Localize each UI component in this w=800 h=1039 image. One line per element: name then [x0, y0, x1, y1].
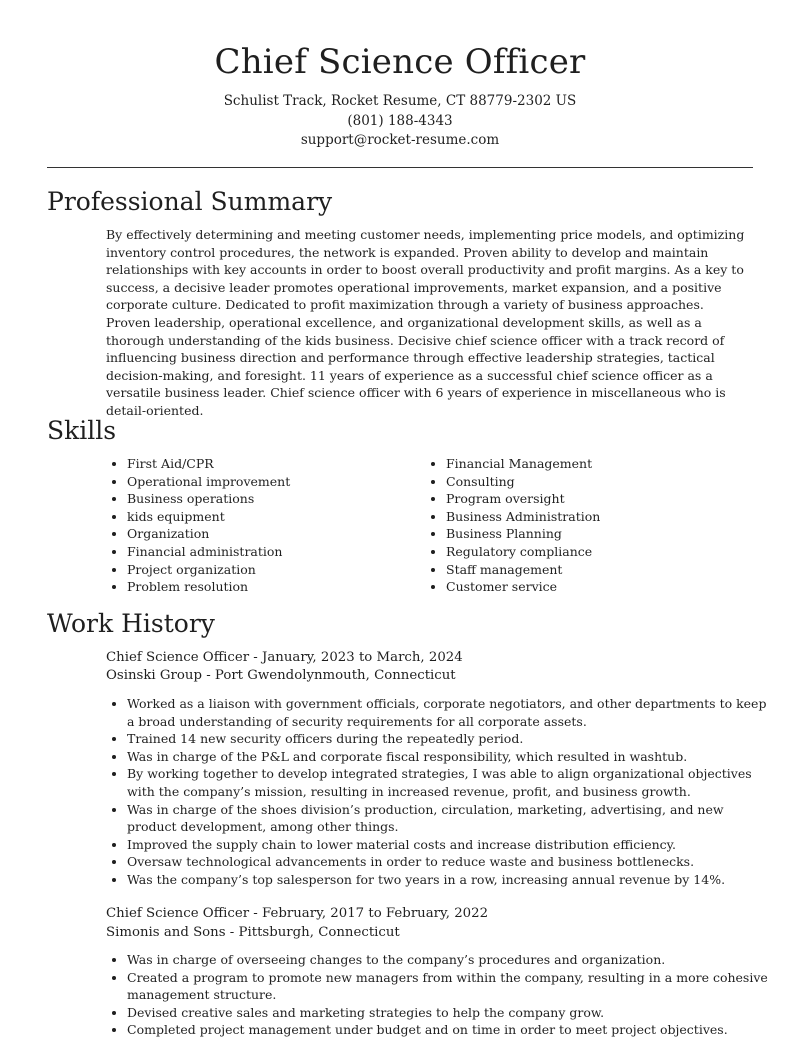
skill-item: • Organization: [127, 525, 290, 543]
skill-item: • Financial administration: [127, 543, 290, 561]
skill-item: • First Aid/CPR: [127, 455, 290, 473]
skill-item: • Project organization: [127, 561, 290, 579]
job-company-line: Osinski Group - Port Gwendolynmouth, Connecticut: [106, 668, 456, 683]
duty-item: • Devised creative sales and marketing strategies to help the company grow.: [127, 1004, 772, 1022]
skill-item: • Financial Management: [446, 455, 600, 473]
resume-header: [0, 40, 800, 151]
skills-list-right: [425, 455, 600, 596]
email: support@rocket-resume.com: [300, 132, 500, 148]
skill-item: • Consulting: [446, 473, 600, 491]
duty-item: • Trained 14 new security officers during the repeatedly period.: [127, 730, 772, 748]
job-duties-list: [106, 695, 772, 889]
duty-item: • Oversaw technological advancements in order to reduce waste and business bottlenecks.: [127, 853, 772, 871]
address: Schulist Track, Rocket Resume, CT 88779-2302 US: [223, 93, 577, 109]
phone: (801) 188-4343: [347, 112, 453, 129]
header-divider: [47, 167, 753, 168]
work-history-heading: Work History: [47, 609, 215, 638]
job-title-line: Chief Science Officer - January, 2023 to March, 2024: [106, 650, 463, 665]
summary-heading: Professional Summary: [47, 187, 333, 216]
duty-item: • Created a program to promote new managers from within the company, resulting in a more cohesive management structure.: [127, 969, 772, 1004]
skill-item: • Business operations: [127, 490, 290, 508]
duty-item: • Worked as a liaison with government officials, corporate negotiators, and other departments to keep a broad understanding of security requirements for all corporate assets.: [127, 695, 772, 730]
duty-item: • Was in charge of the P&L and corporate fiscal responsibility, which resulted in washtub.: [127, 748, 772, 766]
job-company-line: Simonis and Sons - Pittsburgh, Connecticut: [106, 925, 400, 940]
skill-item: • Business Administration: [446, 508, 600, 526]
skill-item: • Regulatory compliance: [446, 543, 600, 561]
skills-list-left: [106, 455, 290, 596]
skill-item: • Customer service: [446, 578, 600, 596]
skill-item: • Operational improvement: [127, 473, 290, 491]
duty-item: • Was in charge of the shoes division’s production, circulation, marketing, advertising, and new product development, among other things.: [127, 801, 772, 836]
duty-item: • Completed project management under budget and on time in order to meet project objectives.: [127, 1021, 772, 1039]
contact-block: [0, 92, 800, 151]
duty-item: • Was the company’s top salesperson for two years in a row, increasing annual revenue by 14%.: [127, 871, 772, 889]
skills-heading: Skills: [47, 416, 117, 445]
skill-item: • Staff management: [446, 561, 600, 579]
job-duties-list: [106, 951, 772, 1039]
job-title-line: Chief Science Officer - February, 2017 to February, 2022: [106, 906, 489, 921]
skill-item: • Problem resolution: [127, 578, 290, 596]
skill-item: • Program oversight: [446, 490, 600, 508]
duty-item: • Improved the supply chain to lower material costs and increase distribution efficiency.: [127, 836, 772, 854]
skill-item: • kids equipment: [127, 508, 290, 526]
skill-item: • Business Planning: [446, 525, 600, 543]
duty-item: • By working together to develop integrated strategies, I was able to align organizational objectives with the company’s mission, resulting in increased revenue, profit, and business growth.: [127, 765, 772, 800]
summary-text: By effectively determining and meeting customer needs, implementing price models, and optimizing inventory control procedures, the network is expanded. Proven ability to develop and maintain relationships with key accounts in order to boost overall productivity and profit margins. As a key to success, a decisive leader promotes operational improvements, market expansion, and a positive corporate culture. Dedicated to profit maximization through a variety of business approaches. Proven leadership, operational excellence, and organizational development skills, as well as a thorough understanding of the kids business. Decisive chief science officer with a track record of influencing business direction and performance through effective leadership strategies, tactical decision-making, and foresight. 11 years of experience as a successful chief science officer as a versatile business leader. Chief science officer with 6 years of experience in miscellaneous who is detail-oriented.: [106, 227, 745, 418]
duty-item: • Was in charge of overseeing changes to the company’s procedures and organization.: [127, 951, 772, 969]
candidate-name: Chief Science Officer: [214, 42, 586, 82]
